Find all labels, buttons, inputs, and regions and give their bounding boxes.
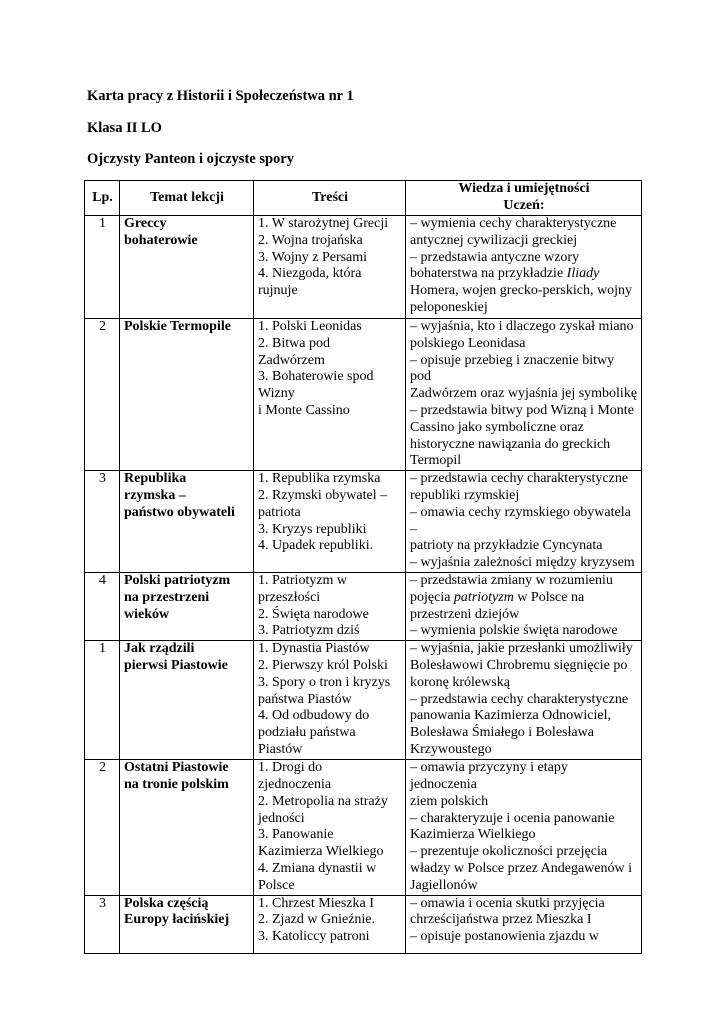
- skills-line: – omawia cechy rzymskiego obywatela –: [410, 504, 631, 537]
- italic-term: Iliady: [566, 266, 600, 282]
- table-row: [85, 319, 642, 471]
- row-lp-cell: 3: [85, 471, 120, 573]
- skills-line: – przedstawia cechy charakterystyczne: [410, 471, 629, 487]
- row-skills-cell: [406, 760, 642, 895]
- skills-line: – omawia i ocenia skutki przyjęcia: [410, 895, 605, 911]
- skills-line: polskiego Leonidasa: [410, 335, 526, 351]
- table-row: [85, 216, 642, 319]
- table-row: [85, 641, 642, 760]
- row-topic-cell: Greccy bohaterowie: [120, 216, 254, 319]
- skills-line: peloponeskiej: [410, 299, 488, 315]
- skills-line: Cassino jako symboliczne oraz: [410, 419, 584, 435]
- row-content-cell: 1. Dynastia Piastów 2. Pierwszy król Polski 3. Spory o tron i kryzys państwa Piastów 4. Od odbudowy do podziału państwa Piastów: [254, 641, 406, 760]
- skills-line: Termopil: [410, 453, 462, 469]
- row-topic-cell: Polska częścią Europy łacińskiej: [120, 895, 254, 953]
- skills-line: Krzywoustego: [410, 741, 492, 757]
- column-header-content: Treści: [254, 181, 406, 216]
- table-row: [85, 471, 642, 573]
- row-lp-cell: 4: [85, 572, 120, 640]
- row-lp-cell: 1: [85, 641, 120, 760]
- row-content-cell: 1. W starożytnej Grecji 2. Wojna trojańska 3. Wojny z Persami 4. Niezgoda, która rujnuje: [254, 216, 406, 319]
- row-skills-cell: [406, 319, 642, 471]
- skills-line: – przedstawia bitwy pod Wizną i Monte: [410, 402, 634, 418]
- column-header-lp: Lp.: [85, 181, 120, 216]
- skills-line: – wyjaśnia, jakie przesłanki umożliwiły: [410, 641, 633, 657]
- row-skills-cell: [406, 641, 642, 760]
- row-content-cell: 1. Polski Leonidas 2. Bitwa pod Zadwórzem 3. Bohaterowie spod Wizny i Monte Cassino: [254, 319, 406, 471]
- row-skills-cell: [406, 471, 642, 573]
- skills-line: – omawia przyczyny i etapy jednoczenia: [410, 760, 568, 792]
- row-lp-cell: 1: [85, 216, 120, 319]
- skills-line: – charakteryzuje i ocenia panowanie: [410, 810, 615, 826]
- row-skills-cell: [406, 216, 642, 319]
- row-topic-cell: Polskie Termopile: [120, 319, 254, 471]
- skills-line: antycznej cywilizacji greckiej: [410, 232, 578, 248]
- skills-line: bohaterstwa na przykładzie Iliady: [410, 266, 600, 282]
- skills-line: patrioty na przykładzie Cyncynata: [410, 538, 603, 554]
- column-header-topic: Temat lekcji: [120, 181, 254, 216]
- class-label: Klasa II LO: [87, 120, 162, 136]
- row-topic-cell: Republika rzymska – państwo obywateli: [120, 471, 254, 573]
- skills-line: koronę królewską: [410, 674, 510, 690]
- skills-line: – wyjaśnia, kto i dlaczego zyskał miano: [410, 319, 634, 334]
- skills-line: – wymienia polskie święta narodowe: [410, 623, 618, 639]
- skills-line: przestrzeni dziejów: [410, 606, 520, 622]
- skills-line: władzy w Polsce przez Andegawenów i: [410, 860, 632, 876]
- table-row: [85, 760, 642, 895]
- skills-line: ziem polskich: [410, 793, 489, 809]
- skills-line: – przedstawia cechy charakterystyczne: [410, 691, 629, 707]
- skills-line: Zadwórzem oraz wyjaśnia jej symbolikę: [410, 386, 638, 402]
- skills-line: chrześcijaństwa przez Mieszka I: [410, 912, 592, 928]
- row-lp-cell: 2: [85, 760, 120, 895]
- row-skills-cell: [406, 572, 642, 640]
- skills-line: republiki rzymskiej: [410, 487, 520, 503]
- table-row: [85, 572, 642, 640]
- skills-line: panowania Kazimierza Odnowiciel,: [410, 708, 611, 724]
- skills-line: – wyjaśnia zależności między kryzysem: [410, 555, 635, 571]
- skills-line: – prezentuje okoliczności przejęcia: [410, 844, 608, 860]
- row-content-cell: 1. Patriotyzm w przeszłości 2. Święta narodowe 3. Patriotyzm dziś: [254, 572, 406, 640]
- skills-header-line2: Uczeń:: [503, 198, 545, 213]
- skills-line: Kazimierza Wielkiego: [410, 827, 536, 843]
- table-row: [85, 895, 642, 953]
- row-content-cell: 1. Drogi do zjednoczenia 2. Metropolia na straży jedności 3. Panowanie Kazimierza Wielkiego 4. Zmiana dynastii w Polsce: [254, 760, 406, 895]
- skills-line: – opisuje przebieg i znaczenie bitwy pod: [410, 352, 615, 385]
- skills-line: – przedstawia antyczne wzory: [410, 249, 580, 265]
- skills-header-line1: Wiedza i umiejętności: [458, 181, 590, 197]
- row-content-cell: 1. Chrzest Mieszka I 2. Zjazd w Gnieźnie. 3. Katoliccy patroni: [254, 895, 406, 953]
- skills-line: pojęcia patriotyzm w Polsce na: [410, 589, 585, 605]
- skills-line: Homera, wojen grecko-perskich, wojny: [410, 283, 632, 299]
- row-lp-cell: 2: [85, 319, 120, 471]
- skills-line: historyczne nawiązania do greckich: [410, 436, 611, 452]
- row-skills-cell: [406, 895, 642, 953]
- row-topic-cell: Polski patriotyzm na przestrzeni wieków: [120, 572, 254, 640]
- skills-line: – wymienia cechy charakterystyczne: [410, 216, 617, 231]
- section-title: Ojczysty Panteon i ojczyste spory: [87, 151, 294, 167]
- lesson-plan-table: [84, 180, 642, 954]
- column-header-skills: [406, 181, 642, 216]
- worksheet-title: Karta pracy z Historii i Społeczeństwa nr 1: [87, 88, 354, 104]
- skills-line: Jagiellonów: [410, 877, 478, 893]
- row-content-cell: 1. Republika rzymska 2. Rzymski obywatel – patriota 3. Kryzys republiki 4. Upadek republiki.: [254, 471, 406, 573]
- row-topic-cell: Ostatni Piastowie na tronie polskim: [120, 760, 254, 895]
- skills-line: – opisuje postanowienia zjazdu w: [410, 929, 599, 945]
- row-topic-cell: Jak rządzili pierwsi Piastowie: [120, 641, 254, 760]
- italic-term: patriotyzm: [453, 589, 514, 605]
- skills-line: Bolesława Śmiałego i Bolesława: [410, 725, 594, 741]
- skills-line: – przedstawia zmiany w rozumieniu: [410, 572, 613, 588]
- skills-line: Bolesławowi Chrobremu sięgnięcie po: [410, 657, 628, 673]
- table-header-row: [85, 181, 642, 216]
- row-lp-cell: 3: [85, 895, 120, 953]
